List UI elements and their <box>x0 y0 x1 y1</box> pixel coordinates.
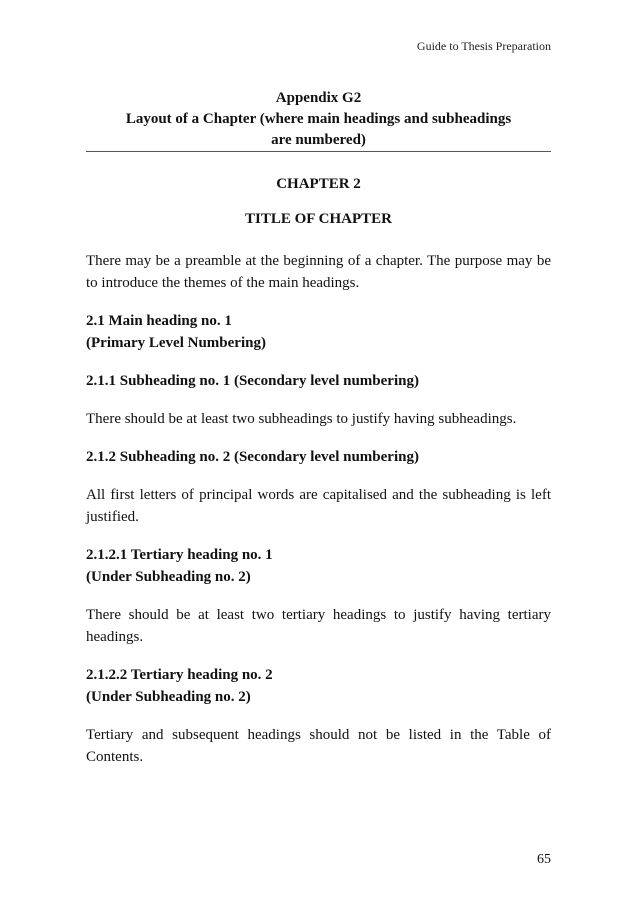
subheading-2: 2.1.2 Subheading no. 2 (Secondary level numbering) <box>86 449 419 465</box>
page-number: 65 <box>537 852 551 867</box>
tertiary-heading-1 <box>86 544 551 588</box>
appendix-title-line-2: are numbered) <box>271 132 366 148</box>
appendix-label: Appendix G2 <box>275 90 362 106</box>
main-heading-title: 2.1 Main heading no. 1 <box>86 313 232 329</box>
tertiary-heading-2-title: 2.1.2.2 Tertiary heading no. 2 <box>86 667 273 683</box>
chapter-label: CHAPTER 2 <box>276 176 361 192</box>
main-heading-note: (Primary Level Numbering) <box>86 335 266 351</box>
appendix-heading <box>86 88 551 151</box>
chapter-content <box>86 250 551 784</box>
chapter-title: TITLE OF CHAPTER <box>245 211 392 227</box>
tertiary-heading-1-title: 2.1.2.1 Tertiary heading no. 1 <box>86 547 273 563</box>
subheading-2-paragraph: All first letters of principal words are capitalised and the subheading is left justified. <box>86 487 551 525</box>
divider-rule <box>86 151 551 152</box>
tertiary-heading-2-note: (Under Subheading no. 2) <box>86 689 251 705</box>
appendix-title-line-1: Layout of a Chapter (where main headings and subheadings <box>125 111 512 127</box>
subheading-1: 2.1.1 Subheading no. 1 (Secondary level numbering) <box>86 373 419 389</box>
running-header: Guide to Thesis Preparation <box>416 39 551 53</box>
tertiary-heading-1-paragraph: There should be at least two tertiary headings to justify having tertiary headings. <box>86 607 551 645</box>
tertiary-heading-2 <box>86 664 551 708</box>
preamble-paragraph: There may be a preamble at the beginning of a chapter. The purpose may be to introduce the themes of the main headings. <box>86 253 551 291</box>
subheading-1-paragraph: There should be at least two subheadings to justify having subheadings. <box>86 411 517 427</box>
tertiary-heading-1-note: (Under Subheading no. 2) <box>86 569 251 585</box>
tertiary-heading-2-paragraph: Tertiary and subsequent headings should not be listed in the Table of Contents. <box>86 727 551 765</box>
main-heading <box>86 310 551 354</box>
